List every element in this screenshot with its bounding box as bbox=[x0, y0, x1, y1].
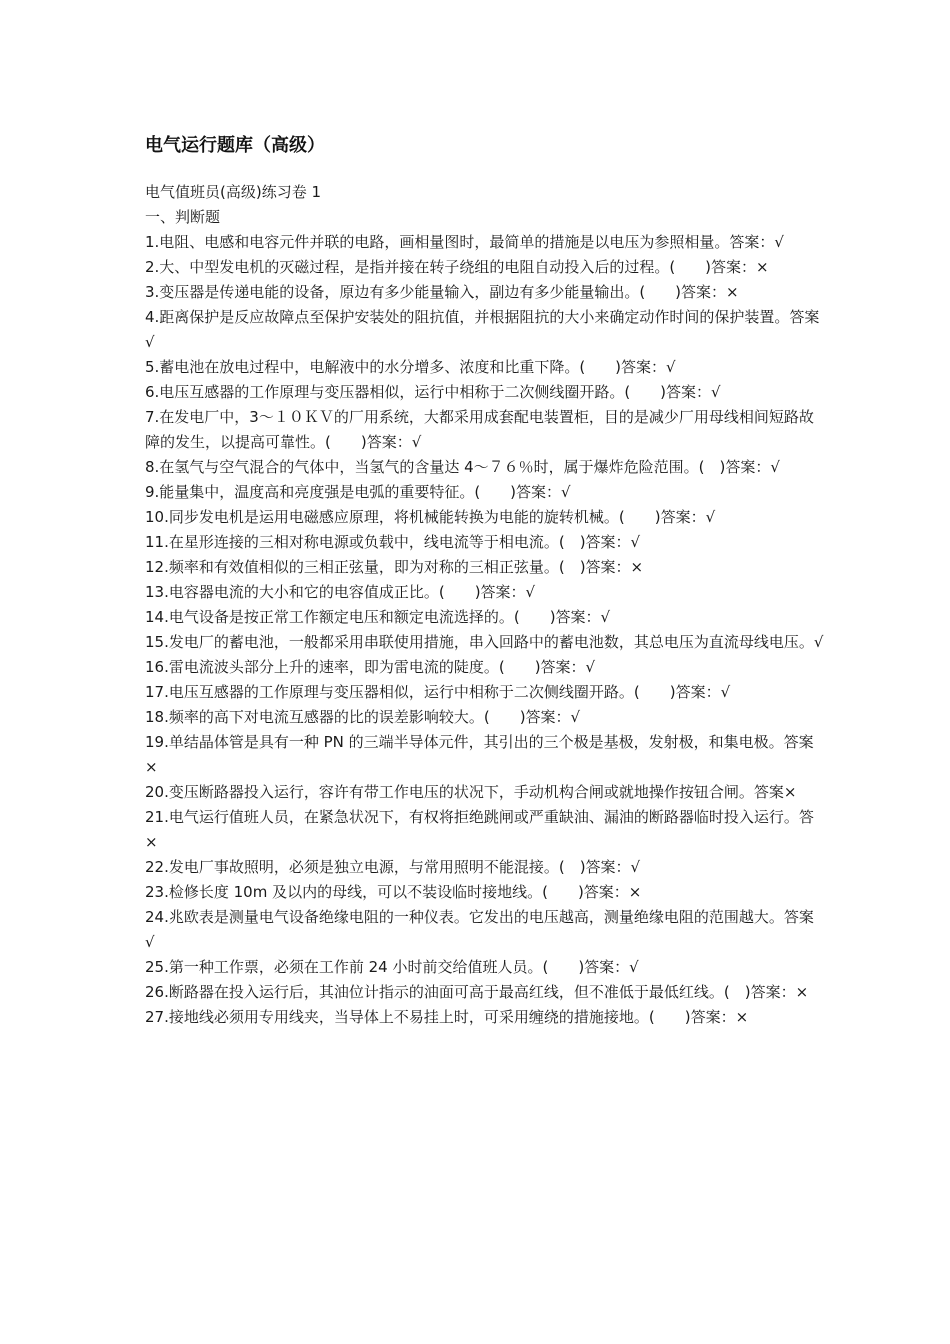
question-item: 23.检修长度 10m 及以内的母线，可以不装设临时接地线。( )答案：× bbox=[145, 883, 642, 901]
question-item: 26.断路器在投入运行后，其油位计指示的油面可高于最高红线，但不准低于最低红线。( )答案：× bbox=[145, 983, 809, 1001]
question-item: 3.变压器是传递电能的设备，原边有多少能量输入，副边有多少能量输出。( )答案：× bbox=[145, 283, 739, 301]
question-item: 13.电容器电流的大小和它的电容值成正比。( )答案：√ bbox=[145, 583, 536, 601]
question-item: 12.频率和有效值相似的三相正弦量，即为对称的三相正弦量。( )答案：× bbox=[145, 558, 644, 576]
document-page bbox=[145, 133, 825, 1030]
question-item: 10.同步发电机是运用电磁感应原理，将机械能转换为电能的旋转机械。( )答案：√ bbox=[145, 508, 716, 526]
question-item: 11.在星形连接的三相对称电源或负载中，线电流等于相电流。( )答案：√ bbox=[145, 533, 641, 551]
question-item: 27.接地线必须用专用线夹，当导体上不易挂上时，可采用缠绕的措施接地。( )答案：× bbox=[145, 1008, 749, 1026]
question-item: 1.电阻、电感和电容元件并联的电路，画相量图时，最简单的措施是以电压为参照相量。答案：√ bbox=[145, 233, 784, 251]
question-item: 2.大、中型发电机的灭磁过程，是指并接在转子绕组的电阻自动投入后的过程。( )答案：× bbox=[145, 258, 769, 276]
question-item: 24.兆欧表是测量电气设备绝缘电阻的一种仪表。它发出的电压越高，测量绝缘电阻的范围越大。答案 √ bbox=[145, 908, 814, 951]
question-item: 20.变压断路器投入运行，容许有带工作电压的状况下，手动机构合闸或就地操作按钮合闸。答案× bbox=[145, 783, 797, 801]
question-item: 25.第一种工作票，必须在工作前 24 小时前交给值班人员。( )答案：√ bbox=[145, 958, 639, 976]
question-item: 21.电气运行值班人员，在紧急状况下，有权将拒绝跳闸或严重缺油、漏油的断路器临时投入运行。答× bbox=[145, 808, 814, 851]
question-item: 18.频率的高下对电流互感器的比的误差影响较大。( )答案：√ bbox=[145, 708, 581, 726]
question-list bbox=[145, 230, 825, 1030]
question-item: 19.单结晶体管是具有一种 PN 的三端半导体元件，其引出的三个极是基极，发射极，和集电极。答案× bbox=[145, 733, 814, 776]
question-item: 15.发电厂的蓄电池，一般都采用串联使用措施，串入回路中的蓄电池数，其总电压为直流母线电压。√ bbox=[145, 633, 824, 651]
question-item: 4.距离保护是反应故障点至保护安装处的阻抗值，并根据阻抗的大小来确定动作时间的保护装置。答案 √ bbox=[145, 308, 820, 351]
question-item: 8.在氢气与空气混合的气体中，当氢气的含量达 4～７６％时，属于爆炸危险范围。( )答案：√ bbox=[145, 458, 780, 476]
question-item: 5.蓄电池在放电过程中，电解液中的水分增多、浓度和比重下降。( )答案：√ bbox=[145, 358, 676, 376]
question-item: 7.在发电厂中，3～１０ＫＶ的厂用系统，大都采用成套配电装置柜，目的是减少厂用母线相间短路故障的发生，以提高可靠性。( )答案：√ bbox=[145, 408, 814, 451]
question-item: 14.电气设备是按正常工作额定电压和额定电流选择的。( )答案：√ bbox=[145, 608, 611, 626]
section-heading: 一、判断题 bbox=[145, 208, 221, 226]
question-item: 6.电压互感器的工作原理与变压器相似，运行中相称于二次侧线圈开路。( )答案：√ bbox=[145, 383, 721, 401]
question-item: 9.能量集中，温度高和亮度强是电弧的重要特征。( )答案：√ bbox=[145, 483, 571, 501]
document-title: 电气运行题库（高级） bbox=[145, 135, 325, 156]
document-subtitle: 电气值班员(高级)练习卷 1 bbox=[145, 183, 322, 201]
question-item: 16.雷电流波头部分上升的速率，即为雷电流的陡度。( )答案：√ bbox=[145, 658, 596, 676]
question-item: 17.电压互感器的工作原理与变压器相似，运行中相称于二次侧线圈开路。( )答案：√ bbox=[145, 683, 731, 701]
question-item: 22.发电厂事故照明，必须是独立电源，与常用照明不能混接。( )答案：√ bbox=[145, 858, 641, 876]
